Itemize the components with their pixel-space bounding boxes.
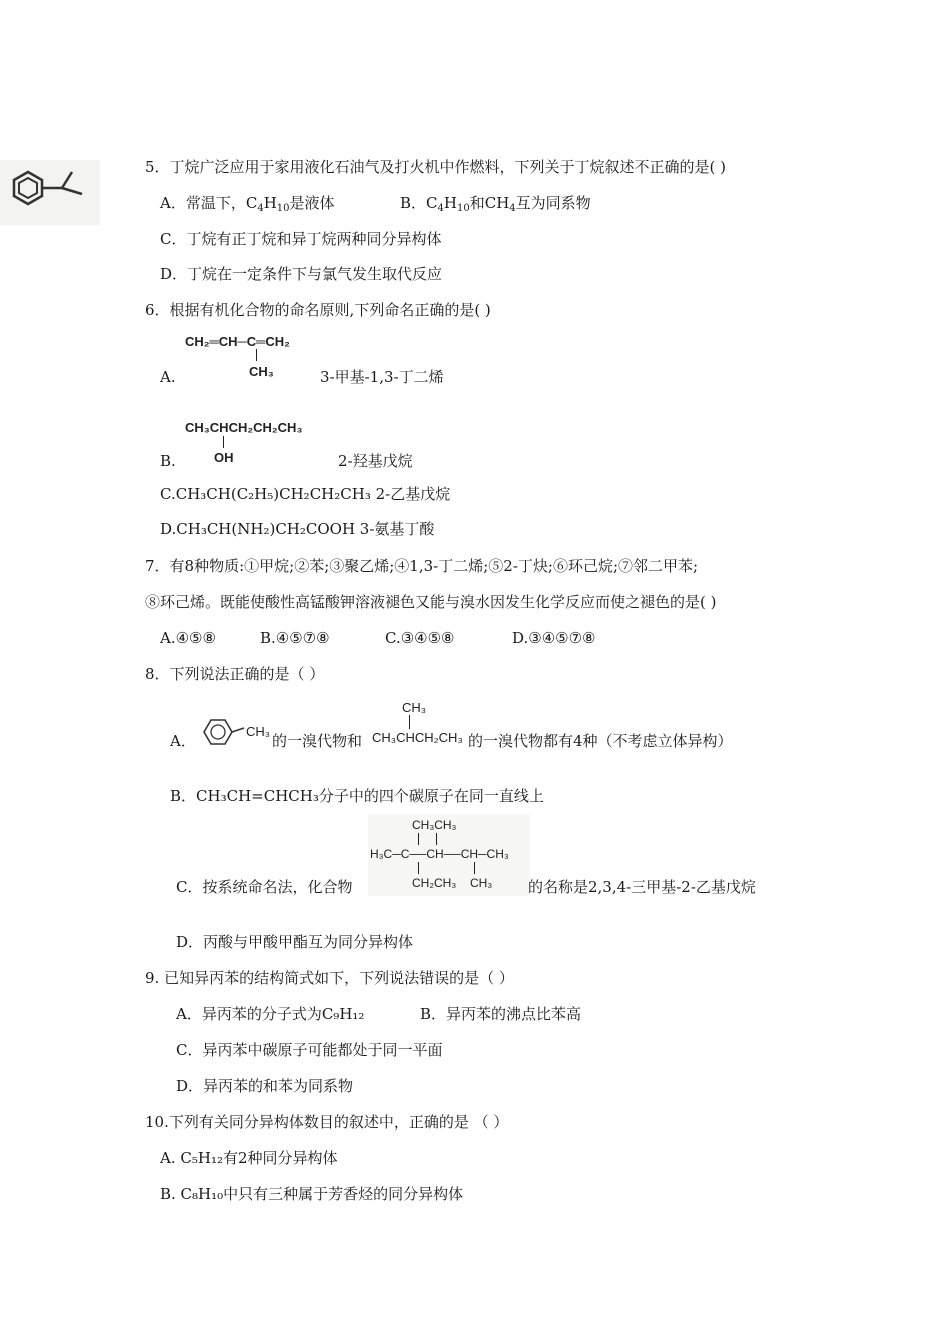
q7-stem-line2: ⑧环己烯。既能使酸性高锰酸钾溶液褪色又能与溴水因发生化学反应而使之褪色的是( ): [145, 593, 717, 611]
q6-a-bond: [256, 349, 257, 361]
q8-a-ch3: CH₃: [246, 724, 271, 739]
q7-stem-line1: 7．有8种物质:①甲烷;②苯;③聚乙烯;④1,3-丁二烯;⑤2-丁炔;⑥环己烷;⑦邻二甲苯;: [145, 557, 699, 575]
q8-a-formula-main: CH₃CHCH₂CH₃: [372, 730, 463, 745]
q7-option-c: C.③④⑤⑧: [385, 629, 455, 647]
q6-b-name: 2-羟基戊烷: [338, 452, 413, 470]
q7-option-a: A.④⑤⑧: [160, 629, 216, 647]
q9-option-b: B．异丙苯的沸点比苯高: [420, 1005, 582, 1023]
q6-a-label: A.: [160, 368, 176, 386]
q8-c-bond1: [418, 833, 419, 845]
q8-c-formula-top: CH₃CH₃: [412, 818, 457, 832]
q6-b-bond: [223, 436, 224, 448]
q8-c-name: 的名称是2,3,4-三甲基-2-乙基戊烷: [528, 878, 756, 896]
q9-option-d: D．异丙苯的和苯为同系物: [176, 1077, 354, 1095]
q5-option-a: A．常温下，$C_4H_{10}$是液体: [160, 194, 335, 214]
q8-c-formula-bot2: CH₃: [470, 876, 493, 890]
q8-c-bond4: [474, 862, 475, 874]
q8-c-bond2: [436, 833, 437, 845]
q8-c-label: C．按系统命名法，化合物: [176, 878, 353, 896]
q6-option-c: C.CH₃CH(C₂H₅)CH₂CH₂CH₃ 2-乙基戊烷: [160, 485, 451, 503]
q8-a-text1: 的一溴代物和: [272, 732, 363, 750]
q8-a-label: A．: [170, 732, 196, 750]
q6-stem: 6．根据有机化合物的命名原则,下列命名正确的是( ): [145, 301, 491, 319]
q6-b-branch: OH: [214, 450, 234, 465]
q9-stem: 9. 已知异丙苯的结构简式如下，下列说法错误的是（ ）: [145, 969, 514, 987]
q10-stem: 10.下列有关同分异构体数目的叙述中，正确的是 （ ）: [145, 1113, 509, 1131]
q8-c-formula-bot1: CH₂CH₃: [412, 876, 457, 890]
q10-option-a: A. C₅H₁₂有2种同分异构体: [160, 1149, 338, 1167]
q8-a-text2: 的一溴代物都有4种（不考虑立体异构）: [468, 732, 733, 750]
q8-stem: 8．下列说法正确的是（ ）: [145, 665, 325, 683]
q8-option-b: B．CH₃CH=CHCH₃分子中的四个碳原子在同一直线上: [170, 787, 544, 805]
q9-option-c: C．异丙苯中碳原子可能都处于同一平面: [176, 1041, 443, 1059]
q5-stem: 5．丁烷广泛应用于家用液化石油气及打火机中作燃料，下列关于丁烷叙述不正确的是( ): [145, 158, 727, 176]
q6-b-formula: CH₃CHCH₂CH₂CH₃ OH: [185, 420, 303, 465]
q6-a-branch: CH₃: [249, 364, 274, 379]
isopropylbenzene-structure: [0, 160, 100, 225]
q6-option-d: D.CH₃CH(NH₂)CH₂COOH 3-氨基丁酸: [160, 520, 435, 538]
q9-option-a: A．异丙苯的分子式为C₉H₁₂: [176, 1005, 365, 1023]
q8-c-formula-mid: H₃C─C──CH──CH─CH₃: [370, 847, 509, 861]
q6-b-label: B.: [160, 452, 176, 470]
q5-option-c: C．丁烷有正丁烷和异丁烷两种同分异构体: [160, 230, 442, 248]
q8-a-bond: [409, 715, 410, 729]
q5-option-d: D．丁烷在一定条件下与氯气发生取代反应: [160, 265, 443, 283]
q8-c-bond3: [418, 862, 419, 874]
q8-option-d: D．丙酸与甲酸甲酯互为同分异构体: [176, 933, 414, 951]
q6-a-name: 3-甲基-1,3-丁二烯: [320, 368, 444, 386]
q7-option-b: B.④⑤⑦⑧: [260, 629, 330, 647]
q8-a-formula-top: CH₃: [402, 700, 427, 715]
q7-option-d: D.③④⑤⑦⑧: [512, 629, 596, 647]
q10-option-b: B. C₈H₁₀中只有三种属于芳香烃的同分异构体: [160, 1185, 464, 1203]
q5-option-b: B．$C_4H_{10}$和$CH_4$互为同系物: [400, 194, 591, 214]
q6-a-formula: CH₂═CH─C═CH₂ CH₃: [185, 334, 290, 379]
